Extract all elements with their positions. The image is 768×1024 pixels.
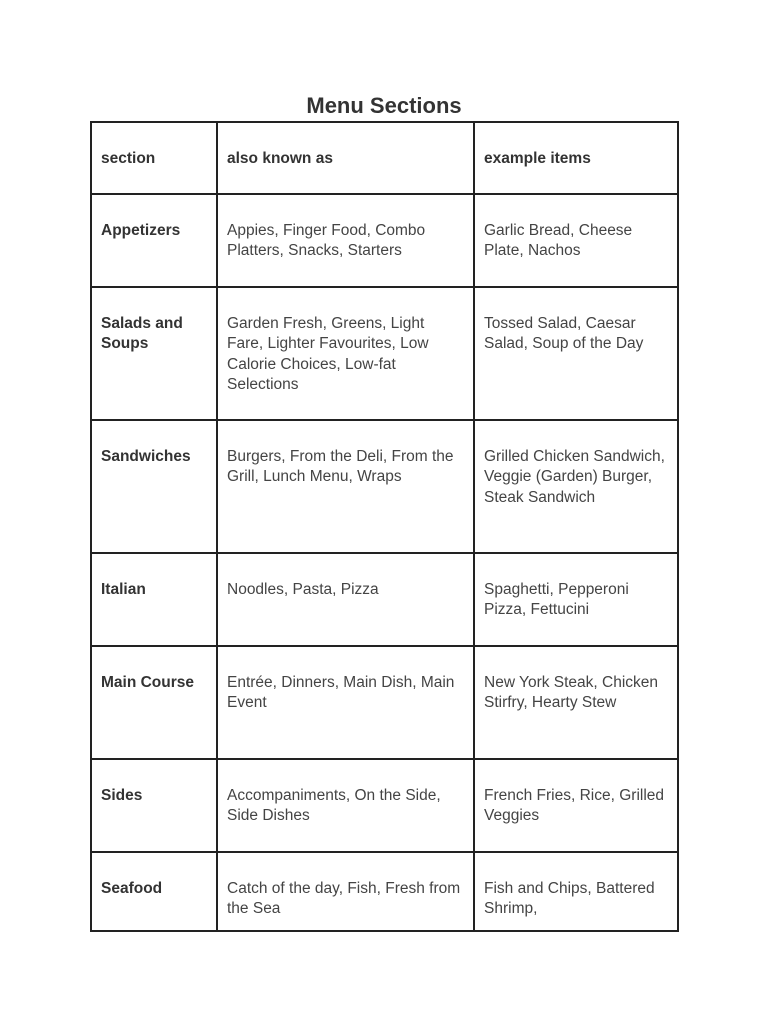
examples-cell: French Fries, Rice, Grilled Veggies <box>474 759 678 852</box>
section-cell: Sides <box>91 759 217 852</box>
examples-cell: Fish and Chips, Battered Shrimp, <box>474 852 678 931</box>
section-cell: Appetizers <box>91 194 217 287</box>
table-row <box>91 852 678 931</box>
table-row <box>91 759 678 852</box>
table-row <box>91 646 678 759</box>
aka-cell: Burgers, From the Deli, From the Grill, Lunch Menu, Wraps <box>217 420 474 553</box>
header-section: section <box>91 122 217 194</box>
menu-sections-table <box>90 121 679 932</box>
table-row <box>91 287 678 420</box>
table-header-row <box>91 122 678 194</box>
table-row <box>91 553 678 646</box>
section-cell: Italian <box>91 553 217 646</box>
examples-cell: Tossed Salad, Caesar Salad, Soup of the Day <box>474 287 678 420</box>
section-cell: Sandwiches <box>91 420 217 553</box>
examples-cell: New York Steak, Chicken Stirfry, Hearty Stew <box>474 646 678 759</box>
section-cell: Seafood <box>91 852 217 931</box>
aka-cell: Entrée, Dinners, Main Dish, Main Event <box>217 646 474 759</box>
header-example-items: example items <box>474 122 678 194</box>
examples-cell: Spaghetti, Pepperoni Pizza, Fettucini <box>474 553 678 646</box>
table-row <box>91 194 678 287</box>
header-also-known-as: also known as <box>217 122 474 194</box>
aka-cell: Garden Fresh, Greens, Light Fare, Lighter Favourites, Low Calorie Choices, Low-fat Selections <box>217 287 474 420</box>
aka-cell: Noodles, Pasta, Pizza <box>217 553 474 646</box>
page-title: Menu Sections <box>306 93 462 118</box>
examples-cell: Garlic Bread, Cheese Plate, Nachos <box>474 194 678 287</box>
section-cell: Salads and Soups <box>91 287 217 420</box>
aka-cell: Accompaniments, On the Side, Side Dishes <box>217 759 474 852</box>
section-cell: Main Course <box>91 646 217 759</box>
table-row <box>91 420 678 553</box>
examples-cell: Grilled Chicken Sandwich, Veggie (Garden) Burger, Steak Sandwich <box>474 420 678 553</box>
aka-cell: Catch of the day, Fish, Fresh from the Sea <box>217 852 474 931</box>
aka-cell: Appies, Finger Food, Combo Platters, Snacks, Starters <box>217 194 474 287</box>
